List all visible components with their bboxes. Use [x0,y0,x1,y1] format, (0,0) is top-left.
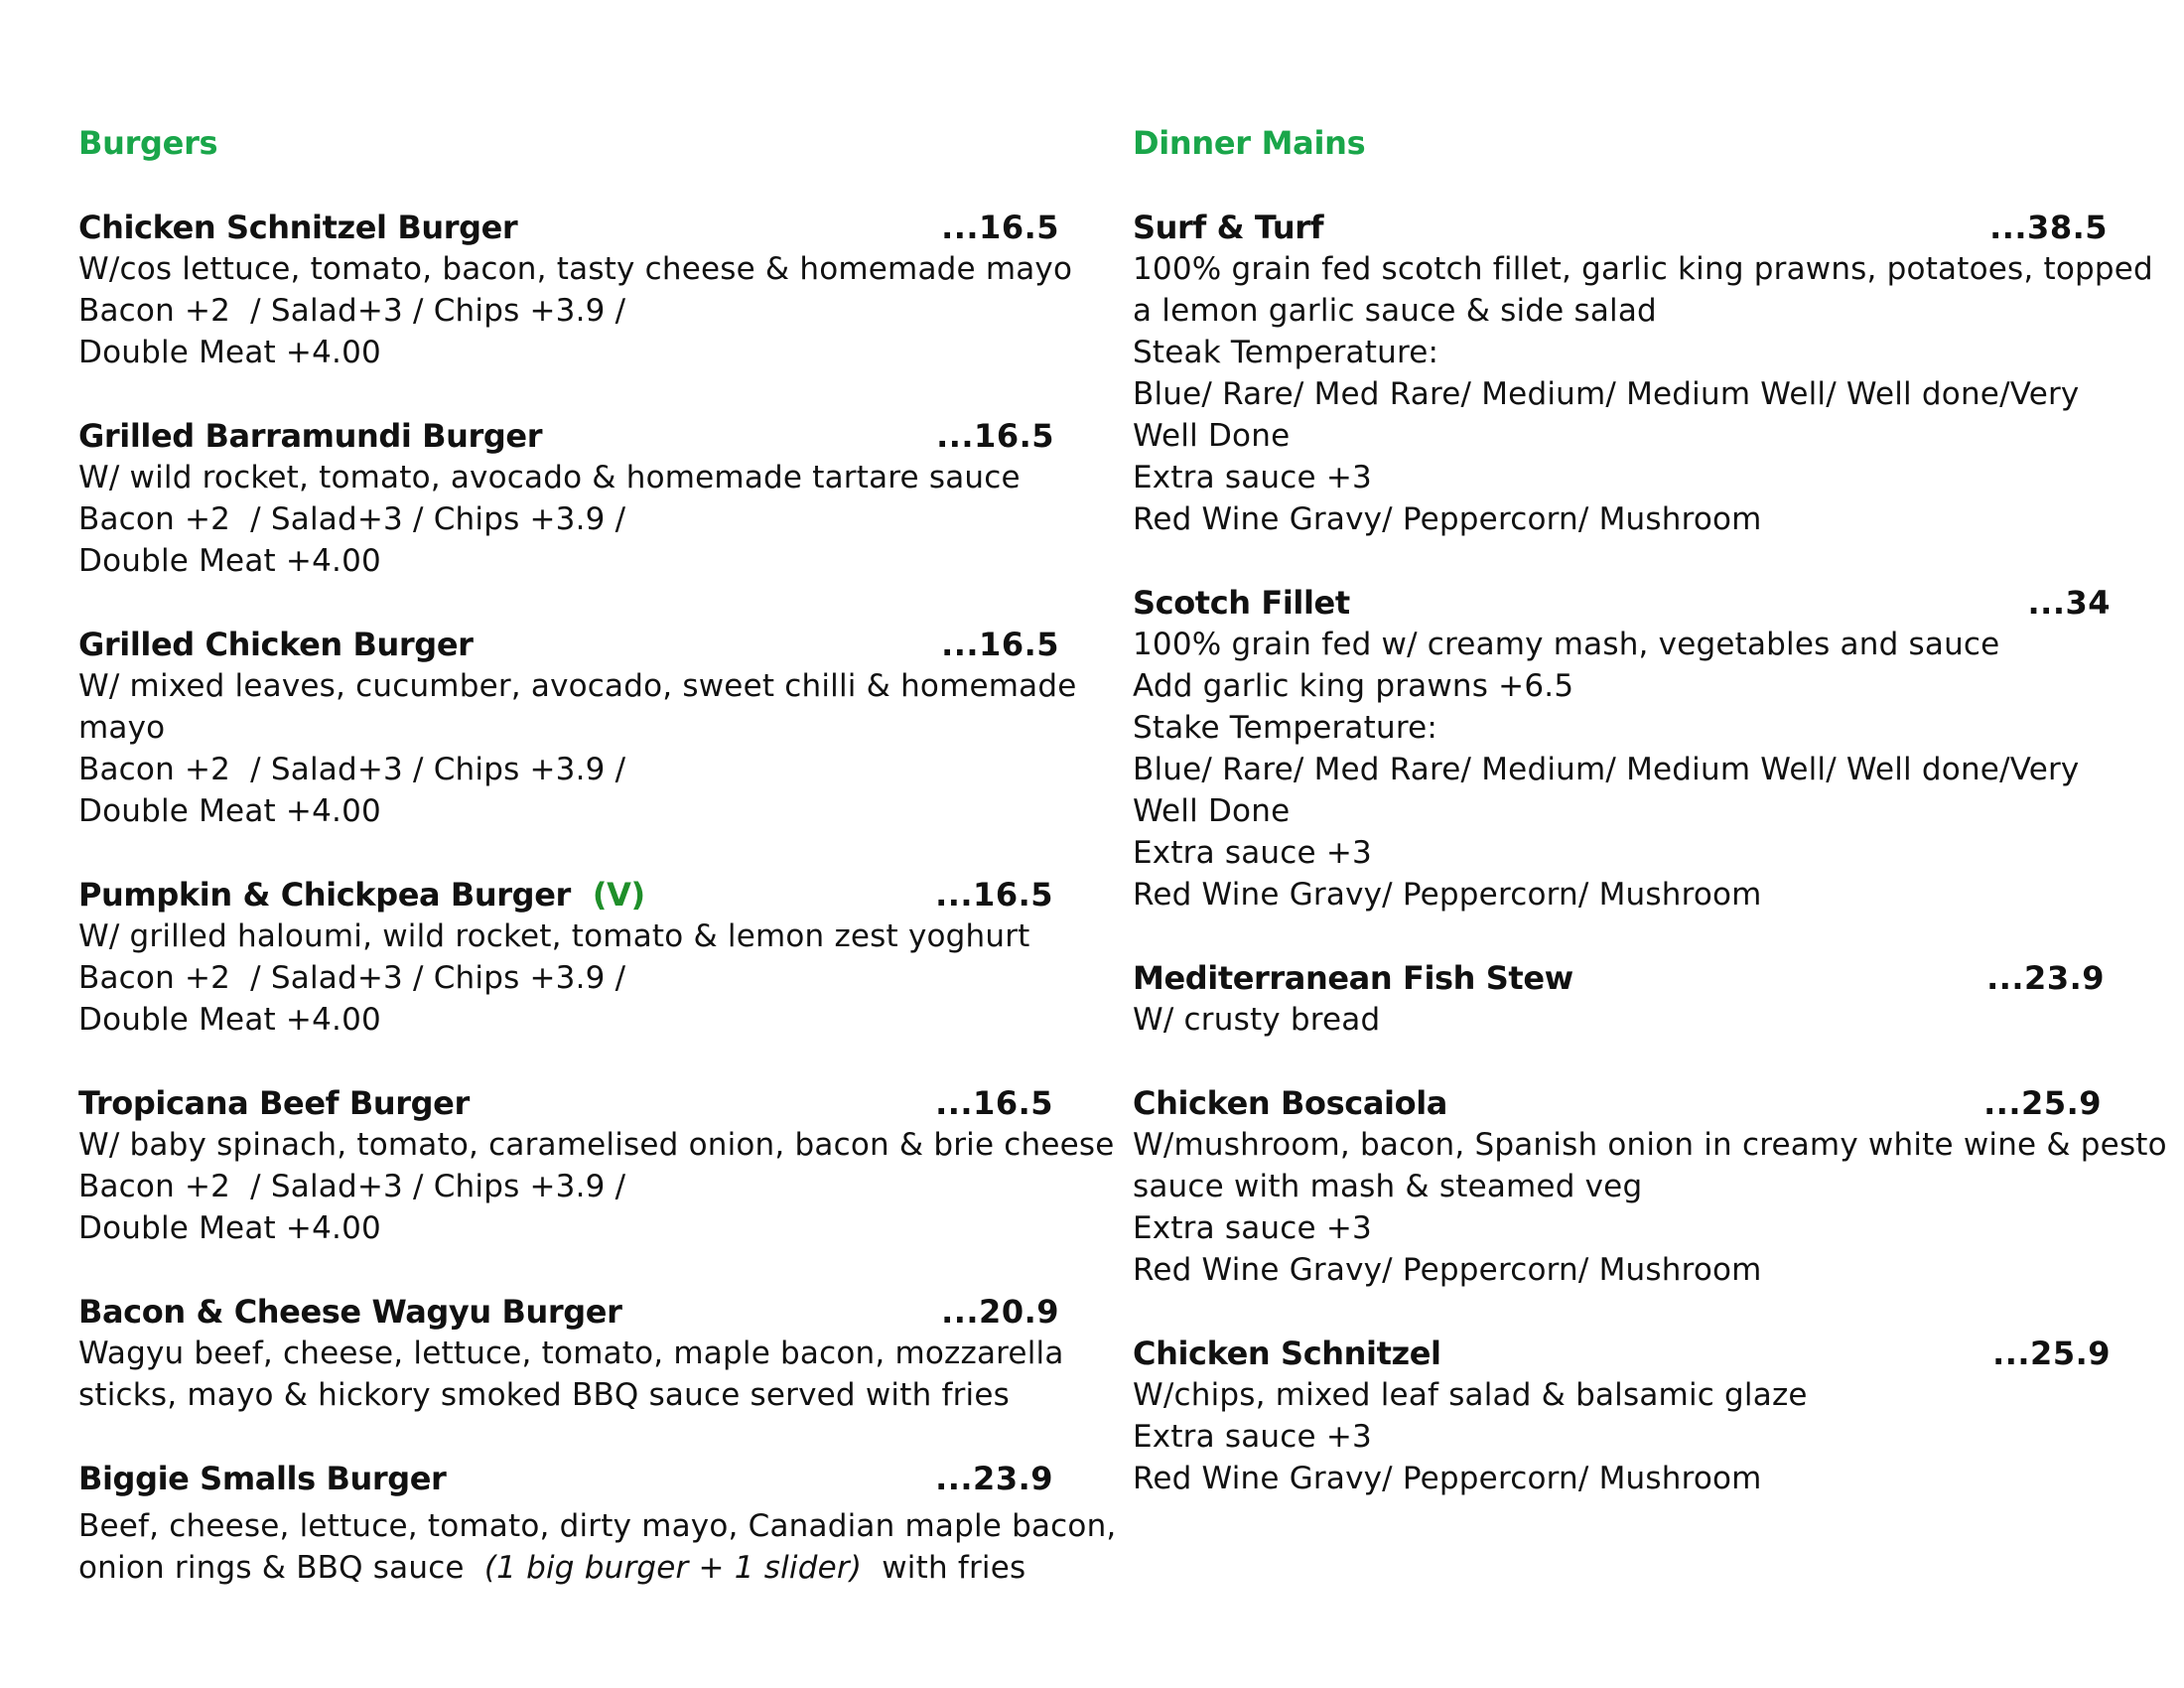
item-line: W/ grilled haloumi, wild rocket, tomato & lemon zest yoghurt [78,918,1030,954]
item-line: W/mushroom, bacon, Spanish onion in creamy white wine & pesto [1133,1127,2167,1163]
mains-column [1133,119,2167,1541]
item-price: ...34 [2027,584,2111,622]
item-line: W/ crusty bread [1133,1002,1381,1038]
item-line: Red Wine Gravy/ Peppercorn/ Mushroom [1133,877,1762,913]
item-name: Pumpkin & Chickpea Burger [78,876,571,914]
item-price: ...23.9 [1986,959,2105,997]
item-price: ...16.5 [935,876,1053,914]
menu-item [78,207,1071,373]
item-line: Stake Temperature: [1133,710,1438,746]
item-line: Beef, cheese, lettuce, tomato, dirty mayo, Canadian maple bacon, [78,1508,1117,1544]
item-line: W/cos lettuce, tomato, bacon, tasty cheese & homemade mayo [78,251,1073,287]
item-line: Double Meat +4.00 [78,793,381,829]
item-line: a lemon garlic sauce & side salad [1133,293,1657,329]
item-line: Double Meat +4.00 [78,1210,381,1246]
item-line: Well Done [1133,418,1291,454]
item-name: Bacon & Cheese Wagyu Burger [78,1293,622,1331]
menu-item [1133,582,2125,915]
item-note: (1 big burger + 1 slider) [483,1550,863,1586]
item-name: Chicken Boscaiola [1133,1084,1447,1122]
mains-section-title: Dinner Mains [1133,124,1366,162]
item-name: Tropicana Beef Burger [78,1084,470,1122]
item-line: 100% grain fed scotch fillet, garlic king prawns, potatoes, topped [1133,251,2153,287]
menu-item [78,1458,1117,1589]
item-line: Double Meat +4.00 [78,335,381,370]
burgers-section-title: Burgers [78,124,218,162]
burgers-column [78,119,1117,1630]
item-line: Wagyu beef, cheese, lettuce, tomato, maple bacon, mozzarella [78,1336,1064,1371]
item-line: Bacon +2 / Salad+3 / Chips +3.9 / [78,960,626,996]
item-price: ...16.5 [941,209,1059,246]
item-line: W/ mixed leaves, cucumber, avocado, sweet chilli & homemade [78,668,1077,704]
item-line: Bacon +2 / Salad+3 / Chips +3.9 / [78,501,626,537]
item-line: W/ wild rocket, tomato, avocado & homemade tartare sauce [78,460,1021,495]
item-line: Double Meat +4.00 [78,543,381,579]
item-name: Surf & Turf [1133,209,1324,246]
item-line: Blue/ Rare/ Med Rare/ Medium/ Medium Well/ Well done/Very [1133,752,2080,787]
menu-item [1133,1333,2125,1499]
item-name: Scotch Fillet [1133,584,1350,622]
item-line-with-note [78,1547,1071,1589]
item-line: Add garlic king prawns +6.5 [1133,668,1574,704]
item-line: Red Wine Gravy/ Peppercorn/ Mushroom [1133,1461,1762,1496]
item-line: W/ baby spinach, tomato, caramelised onion, bacon & brie cheese [78,1127,1115,1163]
item-name-with-tag [78,874,645,915]
item-line-part: onion rings & BBQ sauce [78,1550,484,1586]
item-price: ...20.9 [941,1293,1059,1331]
item-line: Well Done [1133,793,1291,829]
item-name: Mediterranean Fish Stew [1133,959,1573,997]
menu-item [1133,207,2153,540]
item-name: Chicken Schnitzel Burger [78,209,518,246]
item-name: Grilled Chicken Burger [78,626,474,663]
vegetarian-tag: (V) [592,876,645,914]
item-line-part: with fries [862,1550,1026,1586]
item-line: Extra sauce +3 [1133,1419,1372,1455]
item-line: Extra sauce +3 [1133,1210,1372,1246]
item-line: Bacon +2 / Salad+3 / Chips +3.9 / [78,752,626,787]
item-price: ...25.9 [1992,1335,2111,1372]
menu-item [78,624,1077,832]
item-line: Double Meat +4.00 [78,1002,381,1038]
item-line: Red Wine Gravy/ Peppercorn/ Mushroom [1133,1252,1762,1288]
item-line: 100% grain fed w/ creamy mash, vegetables and sauce [1133,627,2000,662]
item-price: ...16.5 [935,1084,1053,1122]
item-price: ...16.5 [936,417,1054,455]
menu-item [78,1291,1071,1416]
item-line: Bacon +2 / Salad+3 / Chips +3.9 / [78,293,626,329]
item-line: W/chips, mixed leaf salad & balsamic glaze [1133,1377,1808,1413]
item-line: sauce with mash & steamed veg [1133,1169,1643,1204]
item-price: ...16.5 [941,626,1059,663]
item-line: Red Wine Gravy/ Peppercorn/ Mushroom [1133,501,1762,537]
item-line: Extra sauce +3 [1133,460,1372,495]
item-line: Bacon +2 / Salad+3 / Chips +3.9 / [78,1169,626,1204]
menu-item [78,415,1071,582]
menu-item [78,874,1071,1041]
item-name: Biggie Smalls Burger [78,1460,447,1497]
item-line: sticks, mayo & hickory smoked BBQ sauce served with fries [78,1377,1010,1413]
item-price: ...23.9 [935,1460,1053,1497]
item-name: Chicken Schnitzel [1133,1335,1441,1372]
item-name: Grilled Barramundi Burger [78,417,543,455]
item-price: ...38.5 [1989,209,2108,246]
menu-item [78,1082,1115,1249]
item-line: mayo [78,710,166,746]
item-line: Steak Temperature: [1133,335,1439,370]
menu-item [1133,1082,2167,1291]
item-line: Blue/ Rare/ Med Rare/ Medium/ Medium Well/ Well done/Very [1133,376,2080,412]
menu-item [1133,957,2125,1041]
item-price: ...25.9 [1983,1084,2102,1122]
item-line: Extra sauce +3 [1133,835,1372,871]
